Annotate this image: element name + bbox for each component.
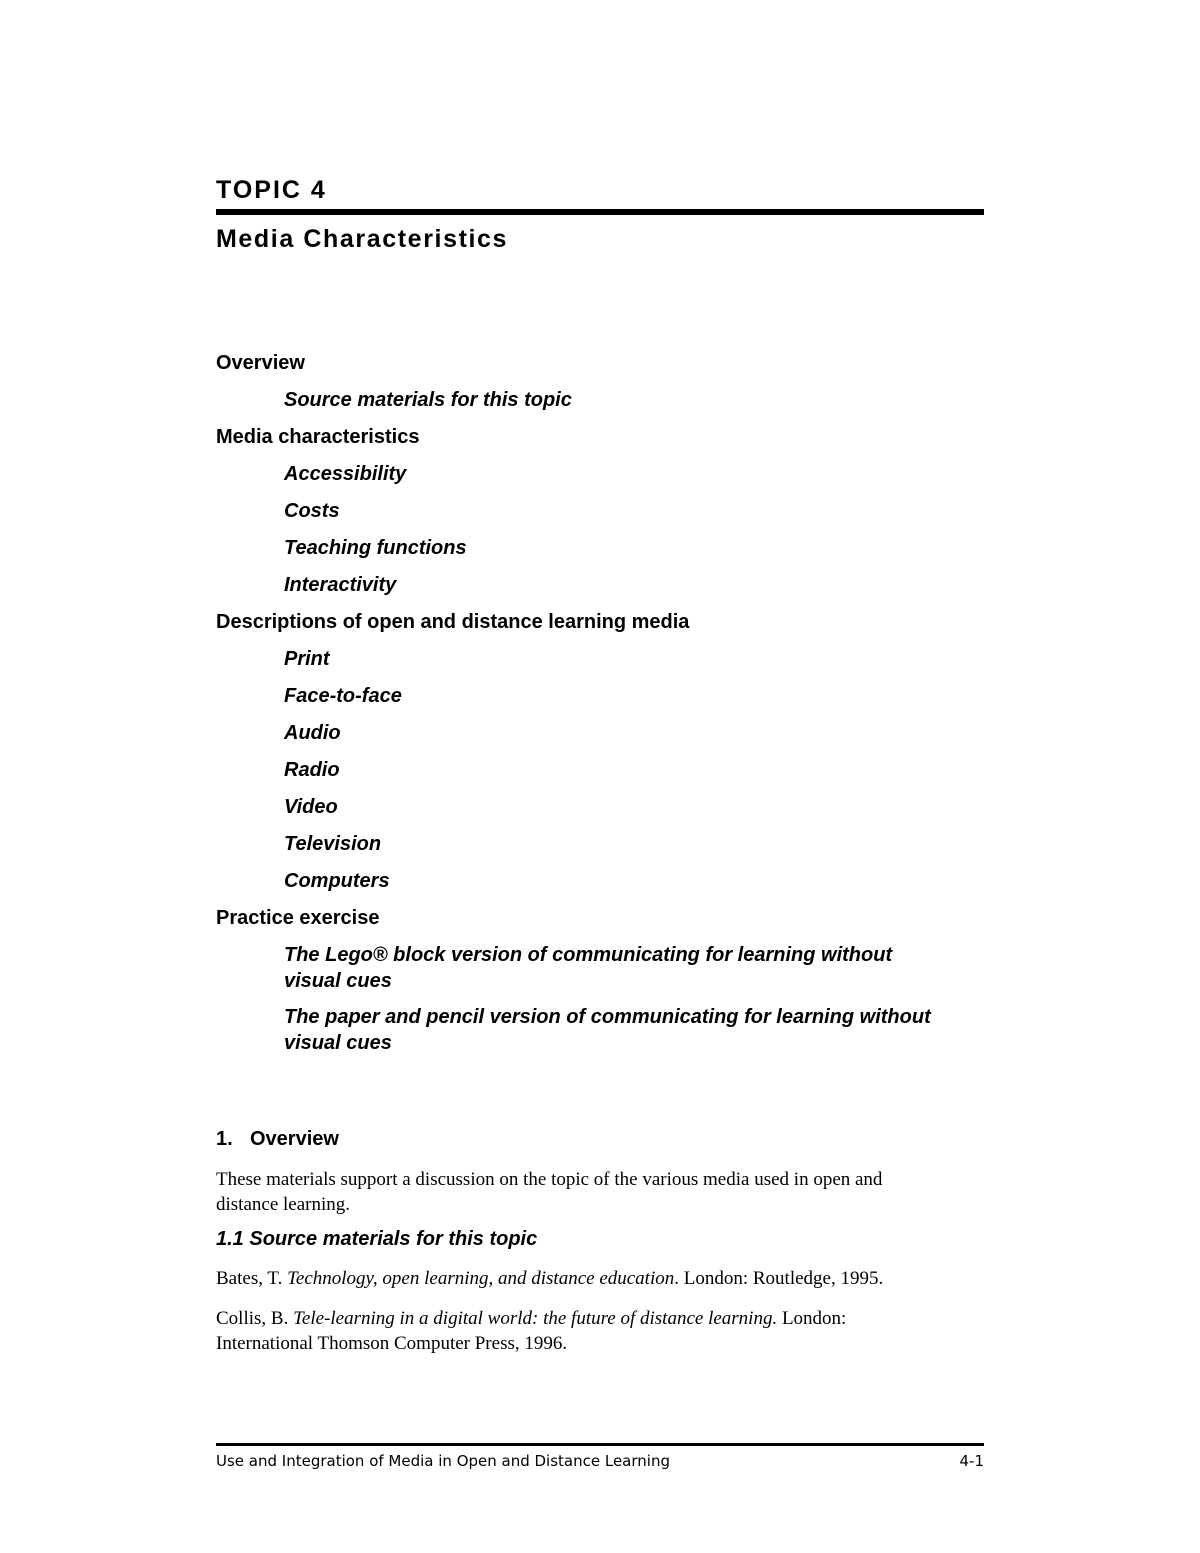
reference-collis-title: Tele-learning in a digital world: the future of distance learning. <box>293 1308 778 1329</box>
footer-rule <box>216 1443 984 1446</box>
section-number: 1. <box>216 1128 233 1150</box>
reference-bates-publisher: . London: Routledge, 1995. <box>674 1268 884 1289</box>
toc-item-interactivity: Interactivity <box>284 574 397 596</box>
toc-item-audio: Audio <box>284 722 341 744</box>
reference-collis <box>216 1306 984 1356</box>
header-rule <box>216 209 984 215</box>
toc-item-print: Print <box>284 648 330 670</box>
toc-section-practice-exercise: Practice exercise <box>216 907 380 929</box>
toc-section-descriptions: Descriptions of open and distance learning media <box>216 611 690 633</box>
overview-line-2: distance learning. <box>216 1194 351 1215</box>
overview-paragraph <box>216 1167 984 1217</box>
toc-item-lego-line-1: The Lego® block version of communicating for learning without <box>284 944 893 966</box>
toc-section-overview: Overview <box>216 352 305 374</box>
toc-item-costs: Costs <box>284 500 340 522</box>
page-number: 4-1 <box>959 1452 984 1470</box>
toc-section-media-characteristics: Media characteristics <box>216 426 420 448</box>
reference-collis-author: Collis, B. <box>216 1308 294 1329</box>
overview-line-1: These materials support a discussion on the topic of the various media used in open and <box>216 1169 883 1190</box>
section-heading-text: Overview <box>250 1128 339 1150</box>
toc-item-computers: Computers <box>284 870 390 892</box>
reference-collis-location: London: <box>777 1308 847 1329</box>
table-of-contents <box>216 350 984 1066</box>
reference-collis-publisher: International Thomson Computer Press, 1996. <box>216 1333 568 1354</box>
topic-label: TOPIC 4 <box>216 176 327 204</box>
toc-item-accessibility: Accessibility <box>284 463 407 485</box>
reference-bates <box>216 1266 984 1291</box>
toc-item-paper-line-1: The paper and pencil version of communicating for learning without <box>284 1006 931 1028</box>
toc-item-lego-version <box>284 942 984 994</box>
toc-item-video: Video <box>284 796 338 818</box>
chapter-title: Media Characteristics <box>216 225 509 253</box>
toc-item-teaching-functions: Teaching functions <box>284 537 467 559</box>
footer-title: Use and Integration of Media in Open and Distance Learning <box>216 1452 670 1470</box>
reference-bates-author: Bates, T. <box>216 1268 288 1289</box>
toc-item-paper-pencil-version <box>284 1004 984 1056</box>
toc-item-paper-line-2: visual cues <box>284 1032 392 1054</box>
toc-item-lego-line-2: visual cues <box>284 970 392 992</box>
toc-item-television: Television <box>284 833 382 855</box>
subsection-heading-source-materials: 1.1 Source materials for this topic <box>216 1228 538 1250</box>
toc-item-face-to-face: Face-to-face <box>284 685 402 707</box>
section-heading-overview <box>216 1128 339 1151</box>
reference-bates-title: Technology, open learning, and distance education <box>287 1268 675 1289</box>
document-page <box>216 0 984 1553</box>
toc-item-radio: Radio <box>284 759 340 781</box>
toc-item-source-materials: Source materials for this topic <box>284 389 572 411</box>
